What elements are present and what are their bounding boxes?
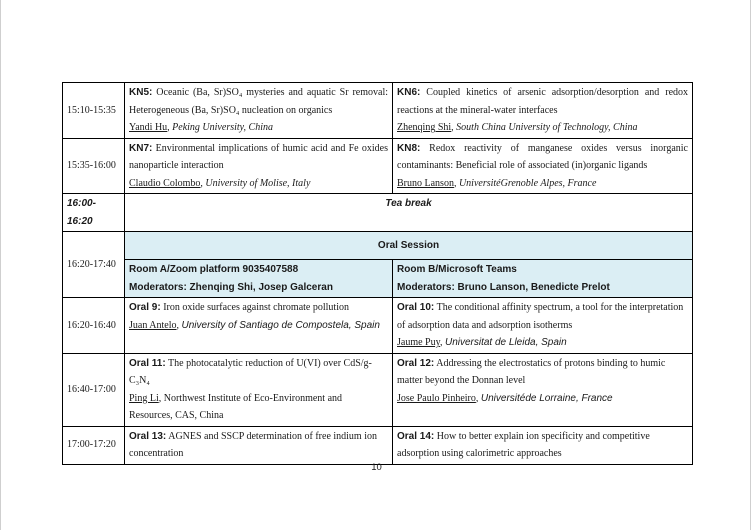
talk-title: AGNES and SSCP determination of free indium ion concentration [129, 430, 377, 459]
session-header-row [63, 232, 693, 260]
speaker-affiliation: Northwest Institute of Eco-Environment and Resources, CAS, China [129, 392, 343, 421]
time-cell: 15:35-16:00 [63, 138, 125, 194]
talk-code: Oral 9 [129, 302, 158, 313]
tea-break-row [63, 194, 693, 232]
speaker-name: Claudio Colombo [129, 177, 201, 189]
speaker-affiliation: Universitat de Lleida, Spain [444, 337, 567, 348]
room-b-name: Room B/Microsoft Teams [397, 264, 517, 275]
rooms-row [63, 260, 693, 298]
time-cell: 16:20-16:40 [63, 298, 125, 354]
room-b-moderators: Moderators: Bruno Lanson, Benedicte Prelot [397, 281, 610, 293]
speaker-affiliation: University of Molise, Italy [205, 177, 311, 189]
talk-cell: Oral 14: How to better explain ion specificity and competitive adsorption using calorimetric approaches [393, 426, 693, 464]
speaker-affiliation: UniversitéGrenoble Alpes, France [458, 177, 597, 189]
speaker-name: Bruno Lanson [397, 177, 454, 189]
talk-cell: KN7: Environmental implications of humic acid and Fe oxides nanoparticle interaction Claudio Colombo, University of Molise, Italy [125, 138, 393, 194]
room-a-name: Room A/Zoom platform 9035407588 [129, 264, 299, 275]
talk-cell: Oral 10: The conditional affinity spectrum, a tool for the interpretation of adsorption data and adsorption isotherms Jaume Puy, Universitat de Lleida, Spain [393, 298, 693, 354]
talk-code: KN6: [397, 87, 421, 98]
talk-cell: KN8: Redox reactivity of manganese oxides versus inorganic contaminants: Beneficial role of associated (in)organic ligands Bruno Lanson, UniversitéGrenoble Alpes, France [393, 138, 693, 194]
speaker-name: Ping Li [129, 392, 159, 404]
talk-code: KN8: [397, 142, 421, 154]
talk-title: Iron oxide surfaces against chromate pollution [163, 302, 349, 313]
speaker-name: Jaume Puy [397, 337, 440, 348]
talk-title: The photocatalytic reduction of U(VI) over CdS/g-C₃N₄ [129, 357, 372, 386]
talk-title: Oceanic (Ba, Sr)SO₄ mysteries and aquatic Sr removal: Heterogeneous (Ba, Sr)SO₄ nucleation on organics [129, 87, 389, 116]
talk-title: The conditional affinity spectrum, a tool for the interpretation of adsorption data and adsorption isotherms [397, 302, 684, 331]
talk-code: Oral 11 [129, 357, 163, 369]
speaker-affiliation: Peking University, China [172, 122, 273, 133]
schedule-table [62, 82, 693, 465]
talk-cell: Oral 13: AGNES and SSCP determination of free indium ion concentration [125, 426, 393, 464]
speaker-affiliation: South China University of Technology, China [456, 122, 638, 133]
speaker-name: Yandi Hu [129, 122, 168, 133]
talk-code: Oral 12 [397, 357, 431, 369]
speaker-name: Juan Antelo [129, 319, 177, 331]
table-row [63, 138, 693, 194]
time-cell: 16:20-17:40 [63, 232, 125, 298]
talk-code: Oral 10 [397, 302, 431, 313]
talk-title: Coupled kinetics of arsenic adsorption/desorption and redox reactions at the mineral-water interfaces [397, 87, 689, 116]
talk-cell: Oral 11: The photocatalytic reduction of U(VI) over CdS/g-C₃N₄ Ping Li, Northwest Institute of Eco-Environment and Resources, CAS, China [125, 353, 393, 426]
talk-cell: KN6: Coupled kinetics of arsenic adsorption/desorption and redox reactions at the mineral-water interfaces Zhenqing Shi, South China University of Technology, China [393, 83, 693, 139]
talk-title: How to better explain ion specificity and competitive adsorption using calorimetric approaches [397, 430, 650, 459]
table-row [63, 298, 693, 354]
talk-code: Oral 13 [129, 430, 163, 442]
time-cell: 16:40-17:00 [63, 353, 125, 426]
time-cell: 17:00-17:20 [63, 426, 125, 464]
table-row [63, 426, 693, 464]
page-number: 10 [371, 462, 382, 473]
speaker-name: Zhenqing Shi [397, 122, 452, 133]
talk-title: Environmental implications of humic acid and Fe oxides nanoparticle interaction [129, 142, 388, 171]
table-row [63, 353, 693, 426]
tea-break-label: Tea break [125, 194, 693, 232]
talk-cell: Oral 9: Iron oxide surfaces against chromate pollution Juan Antelo, University of Santiago de Compostela, Spain [125, 298, 393, 354]
talk-cell: KN5: Oceanic (Ba, Sr)SO₄ mysteries and aquatic Sr removal: Heterogeneous (Ba, Sr)SO₄ nucleation on organics Yandi Hu, Peking University, China [125, 83, 393, 139]
room-b-cell [393, 260, 693, 298]
room-a-moderators: Moderators: Zhenqing Shi, Josep Galceran [129, 281, 333, 293]
table-row [63, 83, 693, 139]
talk-code: KN5: [129, 87, 153, 98]
talk-title: Addressing the electrostatics of protons binding to humic matter beyond the Donnan level [397, 357, 666, 386]
speaker-affiliation: University of Santiago de Compostela, Spain [181, 319, 380, 331]
talk-code: Oral 14 [397, 430, 431, 442]
talk-cell: Oral 12: Addressing the electrostatics of protons binding to humic matter beyond the Donnan level Jose Paulo Pinheiro, Universitéde Lorraine, France [393, 353, 693, 426]
room-a-cell [125, 260, 393, 298]
time-cell: 16:00-16:20 [63, 194, 125, 232]
talk-title: Redox reactivity of manganese oxides versus inorganic contaminants: Beneficial role of associated (in)organic ligands [397, 142, 688, 171]
speaker-name: Jose Paulo Pinheiro [397, 392, 476, 404]
speaker-affiliation: Universitéde Lorraine, France [480, 392, 613, 404]
talk-code: KN7: [129, 142, 153, 154]
time-cell: 15:10-15:35 [63, 83, 125, 139]
session-title: Oral Session [125, 232, 693, 260]
